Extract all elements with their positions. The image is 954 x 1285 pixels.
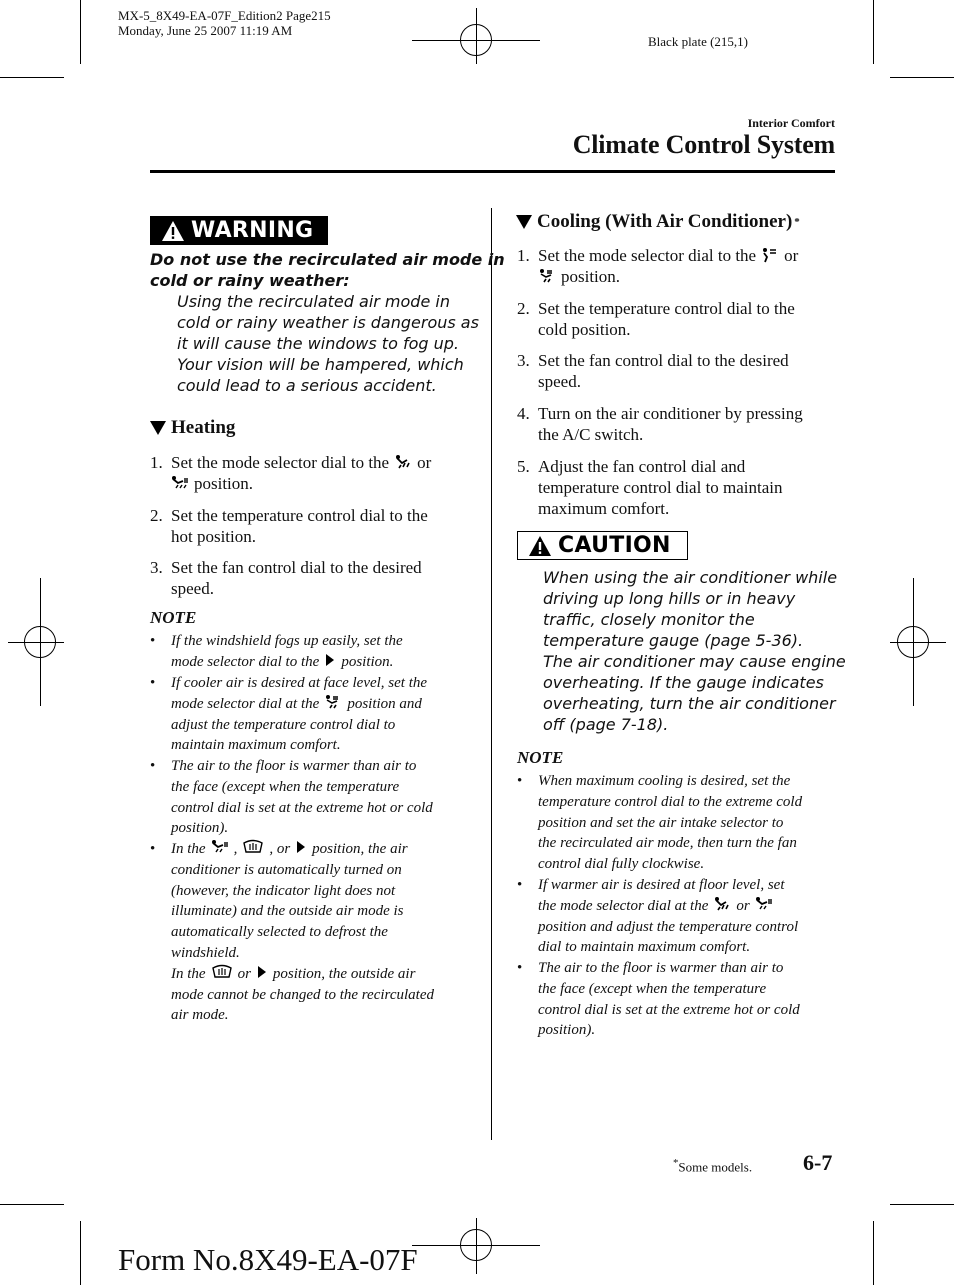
caution-badge [517,531,688,560]
section-triangle-icon [516,215,532,229]
some-models-asterisk: * [794,216,800,228]
footnote-text: Some models. [678,1159,753,1175]
caution-body-line: overheating, turn the air conditioner [543,694,836,713]
step-text-part: maximum comfort. [538,499,670,518]
caution-body-line: driving up long hills or in heavy [543,589,796,608]
note-text-part: control dial fully clockwise. [538,856,705,873]
bullet: • [150,758,156,774]
warning-icon [161,220,185,242]
note-text-part: If warmer air is desired at floor level, set [538,877,785,893]
step-number: 3. [517,351,530,370]
bullet: • [517,960,523,976]
section-triangle-icon [150,421,166,435]
windshield-icon [256,964,268,980]
note-text-part: In the [171,965,206,982]
warning-lead-line: cold or rainy weather: [150,271,350,290]
defroster-icon [211,964,233,980]
step-text-part: Set the temperature control dial to the [171,506,428,525]
step-number: 3. [150,558,163,577]
step-text-part: speed. [538,372,581,391]
defroster-icon [242,839,264,855]
step-text [538,403,803,445]
step-text [538,456,783,519]
caution-body-line: off (page 7-18). [543,715,669,734]
note-text-part: the face (except when the temperature [171,778,400,795]
note-text-part: position and set the air intake selector to [538,814,784,831]
floor-vent-icon [394,454,412,470]
heating-step-2 [150,505,470,549]
bilevel-vent-icon [324,694,342,710]
warning-lead [150,249,505,291]
note-text-part: The air to the floor is warmer than air to [171,758,417,774]
cooling-note-title: NOTE [517,748,564,767]
note-text-part: the mode selector dial at the [538,897,709,914]
caution-body [543,567,846,735]
note-text [538,875,798,958]
note-text [171,756,433,839]
warning-body-line: could lead to a serious accident. [177,376,437,395]
note-text-part: the recirculated air mode, then turn the fan [538,835,797,852]
floor-vent-icon [713,896,731,912]
note-text [538,958,800,1041]
step-number: 5. [517,457,530,476]
heating-note-title: NOTE [150,608,197,627]
note-text-part: mode selector dial at the [171,695,320,712]
title-rule [150,170,835,173]
note-text-part: , [233,841,238,857]
note-text-part: position and [347,695,422,712]
bullet: • [150,675,156,691]
warning-body-line: cold or rainy weather is dangerous as [177,313,479,332]
caution-body-line: traffic, closely monitor the [543,610,755,629]
note-text-part: If cooler air is desired at face level, set the [171,675,428,691]
step-text-part: cold position. [538,320,631,339]
bullet: • [150,633,156,649]
note-text-part: position and adjust the temperature control [538,918,799,935]
bullet: • [517,773,523,789]
note-text-part: , or [269,841,291,857]
warning-body-line: Your vision will be hampered, which [177,355,464,374]
heating-step-3 [150,557,470,601]
note-text-part: the face (except when the temperature [538,980,767,997]
note-text [171,673,427,756]
step-text [171,557,422,599]
step-text [538,350,789,392]
note-text-part: (however, the indicator light does not [171,882,396,899]
note-text-part: control dial is set at the extreme hot or cold [171,799,433,816]
note-text [171,839,434,1026]
note-text [171,631,403,673]
note-text-part: mode cannot be changed to the recirculated [171,986,434,1003]
step-number: 1. [517,246,530,265]
cooling-heading [516,211,800,233]
floor-defrost-icon [171,475,189,491]
step-text-part: Turn on the air conditioner by pressing [538,404,803,423]
warning-body [177,291,479,396]
note-text-part: In the [171,841,206,857]
note-text-part: position. [341,653,394,670]
step-number: 2. [517,299,530,318]
step-text-part: Set the temperature control dial to the [538,299,795,318]
step-text-part: speed. [171,579,214,598]
caution-body-line: The air conditioner may cause engine [543,652,846,671]
step-text [171,505,428,547]
heating-title: Heating [171,417,236,438]
plate-label: Black plate (215,1) [648,34,748,49]
caution-label: CAUTION [558,533,671,558]
note-text-part: windshield. [171,944,240,961]
note-text-part: maintain maximum comfort. [171,737,341,754]
page-title: Climate Control System [572,130,835,159]
note-text-part: position, the air [312,841,408,857]
note-text-part: automatically selected to defrost the [171,924,388,941]
file-line: MX-5_8X49-EA-07F_Edition2 Page215 [118,8,331,23]
step-number: 1. [150,453,163,472]
step-text-part: the A/C switch. [538,425,644,444]
form-number: Form No.8X49-EA-07F [118,1242,418,1277]
floor-defrost-icon [755,896,773,912]
step-text [171,452,431,494]
note-text-part: adjust the temperature control dial to [171,716,396,733]
page-number: 6-7 [803,1150,833,1175]
note-text [538,771,802,875]
step-text-part: hot position. [171,527,257,546]
step-text-part: Set the mode selector dial to the [171,453,390,472]
footnote-star: * [673,1157,679,1169]
note-text-part: If the windshield fogs up easily, set the [171,633,403,649]
warning-body-line: it will cause the windows to fog up. [177,334,459,353]
footnote [673,1157,752,1175]
step-text-part: Adjust the fan control dial and [538,457,746,476]
step-number: 4. [517,404,530,423]
column-divider [491,208,492,1140]
windshield-icon [295,839,307,855]
step-text-part: or [417,453,432,472]
bullet: • [517,877,523,893]
note-text-part: The air to the floor is warmer than air to [538,960,784,976]
step-text-part: Set the fan control dial to the desired [538,351,789,370]
note-text-part: dial to maintain maximum comfort. [538,939,751,956]
cooling-step-5 [517,456,837,520]
note-text-part: or [237,965,251,982]
warning-lead-line: Do not use the recirculated air mode in [150,250,505,269]
cooling-title: Cooling (With Air Conditioner) [537,211,793,232]
note-text-part: position). [171,820,229,837]
caution-body-line: When using the air conditioner while [543,568,838,587]
warning-badge [150,216,328,245]
note-text-part: mode selector dial to the [171,653,320,670]
caution-icon [528,535,552,557]
step-text-part: position. [194,474,254,493]
windshield-icon [324,652,336,668]
cooling-step-1 [517,245,837,289]
section-label: Interior Comfort [747,116,835,130]
step-text [538,298,795,340]
step-text [538,245,798,287]
note-text-part: illuminate) and the outside air mode is [171,903,404,920]
cooling-step-2 [517,298,837,342]
cooling-step-4 [517,403,837,447]
caution-body-line: overheating. If the gauge indicates [543,673,824,692]
heating-step-1 [150,452,470,496]
note-text-part: position). [538,1022,596,1039]
step-text-part: Set the mode selector dial to the [538,246,757,265]
caution-body-line: temperature gauge (page 5-36). [543,631,804,650]
step-number: 2. [150,506,163,525]
step-text-part: or [784,246,799,265]
face-vent-icon [761,247,779,263]
note-text-part: conditioner is automatically turned on [171,861,402,878]
note-text-part: air mode. [171,1007,229,1024]
step-text-part: position. [561,267,621,286]
note-text-part: position, the outside air [272,965,416,982]
bilevel-vent-icon [538,268,556,284]
step-text-part: Set the fan control dial to the desired [171,558,422,577]
note-text-part: temperature control dial to the extreme cold [538,793,803,810]
heating-heading [150,417,235,439]
warning-label: WARNING [191,218,314,243]
step-text-part: temperature control dial to maintain [538,478,783,497]
note-text-part: control dial is set at the extreme hot or cold [538,1001,800,1018]
bullet: • [150,841,156,857]
note-text-part: When maximum cooling is desired, set the [538,773,791,789]
warning-body-line: Using the recirculated air mode in [177,292,450,311]
floor-defrost-icon [211,839,229,855]
file-info [118,8,331,38]
date-line: Monday, June 25 2007 11:19 AM [118,23,293,38]
note-text-part: or [736,897,750,914]
cooling-step-3 [517,350,837,394]
